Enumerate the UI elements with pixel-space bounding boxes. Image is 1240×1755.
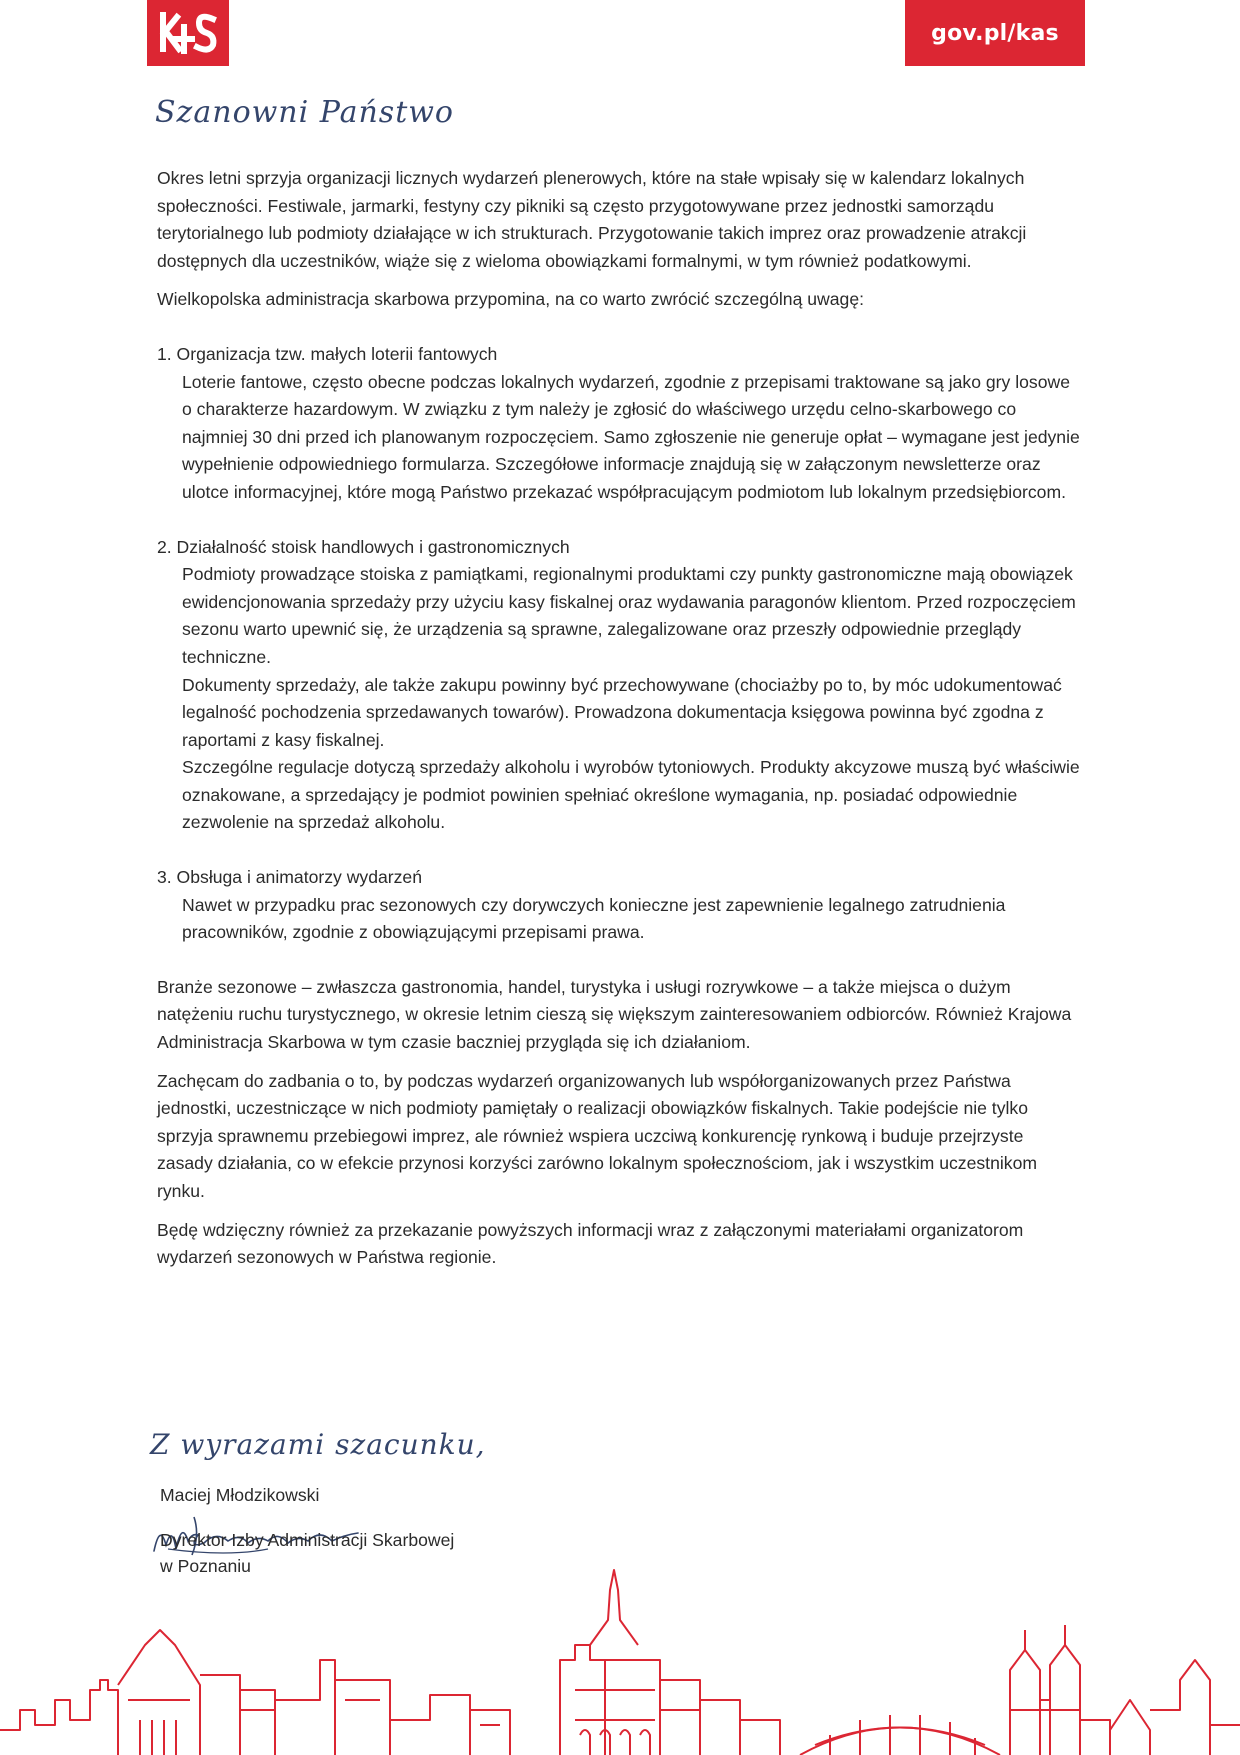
closing-greeting: Z wyrazami szacunku, [150,1428,486,1461]
closing-paragraph: Zachęcam do zadbania o to, by podczas wydarzeń organizowanych lub współorganizowanych przez Państwa jednostki, uczestniczące w nich podmioty pamiętały o realizacji obowiązków fiskalnych. Takie podejście nie tylko sprzyja sprawnemu przebiegowi imprez, ale również wspiera uczciwą konkurencję rynkową i buduje przejrzyste zasady działania, co w efekcie przynosi korzyści zarówno lokalnym społecznościom, jak i wszystkim uczestnikom rynku. [157,1070,1038,1201]
kas-logo [147,0,229,66]
kas-logo-icon [157,9,219,57]
section-paragraph: Dokumenty sprzedaży, ale także zakupu powinny być przechowywane (chociażby po to, by móc udokumentować legalność pochodzenia sprzedawanych towarów). Prowadzona dokumentacja księgowa powinna być zgodna z raportami z kasy fiskalnej. [182,674,1062,750]
section-paragraph: Loterie fantowe, często obecne podczas lokalnych wydarzeń, zgodnie z przepisami traktowane są jako gry losowe o charakterze hazardowym. W związku z tym należy je zgłosić do właściwego urzędu celno-skarbowego co najmniej 30 dni przed ich planowanym rozpoczęciem. Samo zgłoszenie nie generuje opłat – wymagane jest jedynie wypełnienie odpowiedniego formularza. Szczegółowe informacje znajdują się w załączonym newsletterze oraz ulotce informacyjnej, które mogą Państwo przekazać współpracującym podmiotom lub lokalnym przedsiębiorcom. [182,371,1080,502]
section-body-stands [157,561,1082,837]
intro-paragraph: Okres letni sprzyja organizacji licznych wydarzeń plenerowych, które na stałe wpisały się w kalendarz lokalnych społeczności. Festiwale, jarmarki, festyny czy pikniki są często przygotowywane przez jednostki samorządu terytorialnego lub podmioty działające w ich strukturach. Przygotowanie takich imprez oraz prowadzenie atrakcji dostępnych dla uczestników, wiąże się z wieloma obowiązkami formalnymi, w tym również podatkowymi. [157,168,1027,271]
section-heading-lotteries: 1. Organizacja tzw. małych loterii fantowych [157,343,498,364]
gov-pl-kas-badge [905,0,1085,66]
section-body-staff [157,892,1082,947]
section-paragraph: Szczególne regulacje dotyczą sprzedaży alkoholu i wyrobów tytoniowych. Produkty akcyzowe muszą być właściwie oznakowane, a sprzedający je podmiot powinien spełniać określone wymagania, np. posiadać odpowiednie zezwolenie na sprzedaż alkoholu. [182,757,1080,833]
salutation: Szanowni Państwo [155,95,454,130]
site-label: gov.pl/kas [931,20,1059,46]
signer-office: w Poznaniu [160,1556,251,1576]
closing-paragraph: Będę wdzięczny również za przekazanie powyższych informacji wraz z załączonymi materiałami organizatorom wydarzeń sezonowych w Państwa regionie. [157,1219,1024,1268]
section-body-lotteries [157,369,1082,507]
section-paragraph: Podmioty prowadzące stoiska z pamiątkami, regionalnymi produktami czy punkty gastronomiczne mają obowiązek ewidencjonowania sprzedaży przy użyciu kasy fiskalnej oraz wydawania paragonów klientom. Przed rozpoczęciem sezonu warto upewnić się, że urządzenia są sprawne, zalegalizowane oraz przeszły odpowiednie przeglądy techniczne. [182,564,1076,667]
section-heading-staff: 3. Obsługa i animatorzy wydarzeń [157,867,423,888]
closing-paragraph: Branże sezonowe – zwłaszcza gastronomia, handel, turystyka i usługi rozrywkowe – a także miejsca o dużym natężeniu ruchu turystycznego, w okresie letnim cieszą się większym zainteresowaniem odbiorców. Również Krajowa Administracja Skarbowa w tym czasie baczniej przygląda się ich działaniom. [157,976,1072,1053]
section-paragraph: Nawet w przypadku prac sezonowych czy dorywczych konieczne jest zapewnienie legalnego zatrudnienia pracowników, zgodnie z obowiązującymi przepisami prawa. [182,894,1006,943]
reminder-paragraph: Wielkopolska administracja skarbowa przypomina, na co warto zwrócić szczególną uwagę: [157,289,864,310]
signer-name: Maciej Młodzikowski [160,1485,320,1505]
section-heading-stands: 2. Działalność stoisk handlowych i gastronomicznych [157,536,570,557]
poznan-skyline-illustration [0,1550,1240,1755]
signer-title: Dyrektor Izby Administracji Skarbowej [160,1530,455,1550]
letter-body [157,165,1082,1272]
